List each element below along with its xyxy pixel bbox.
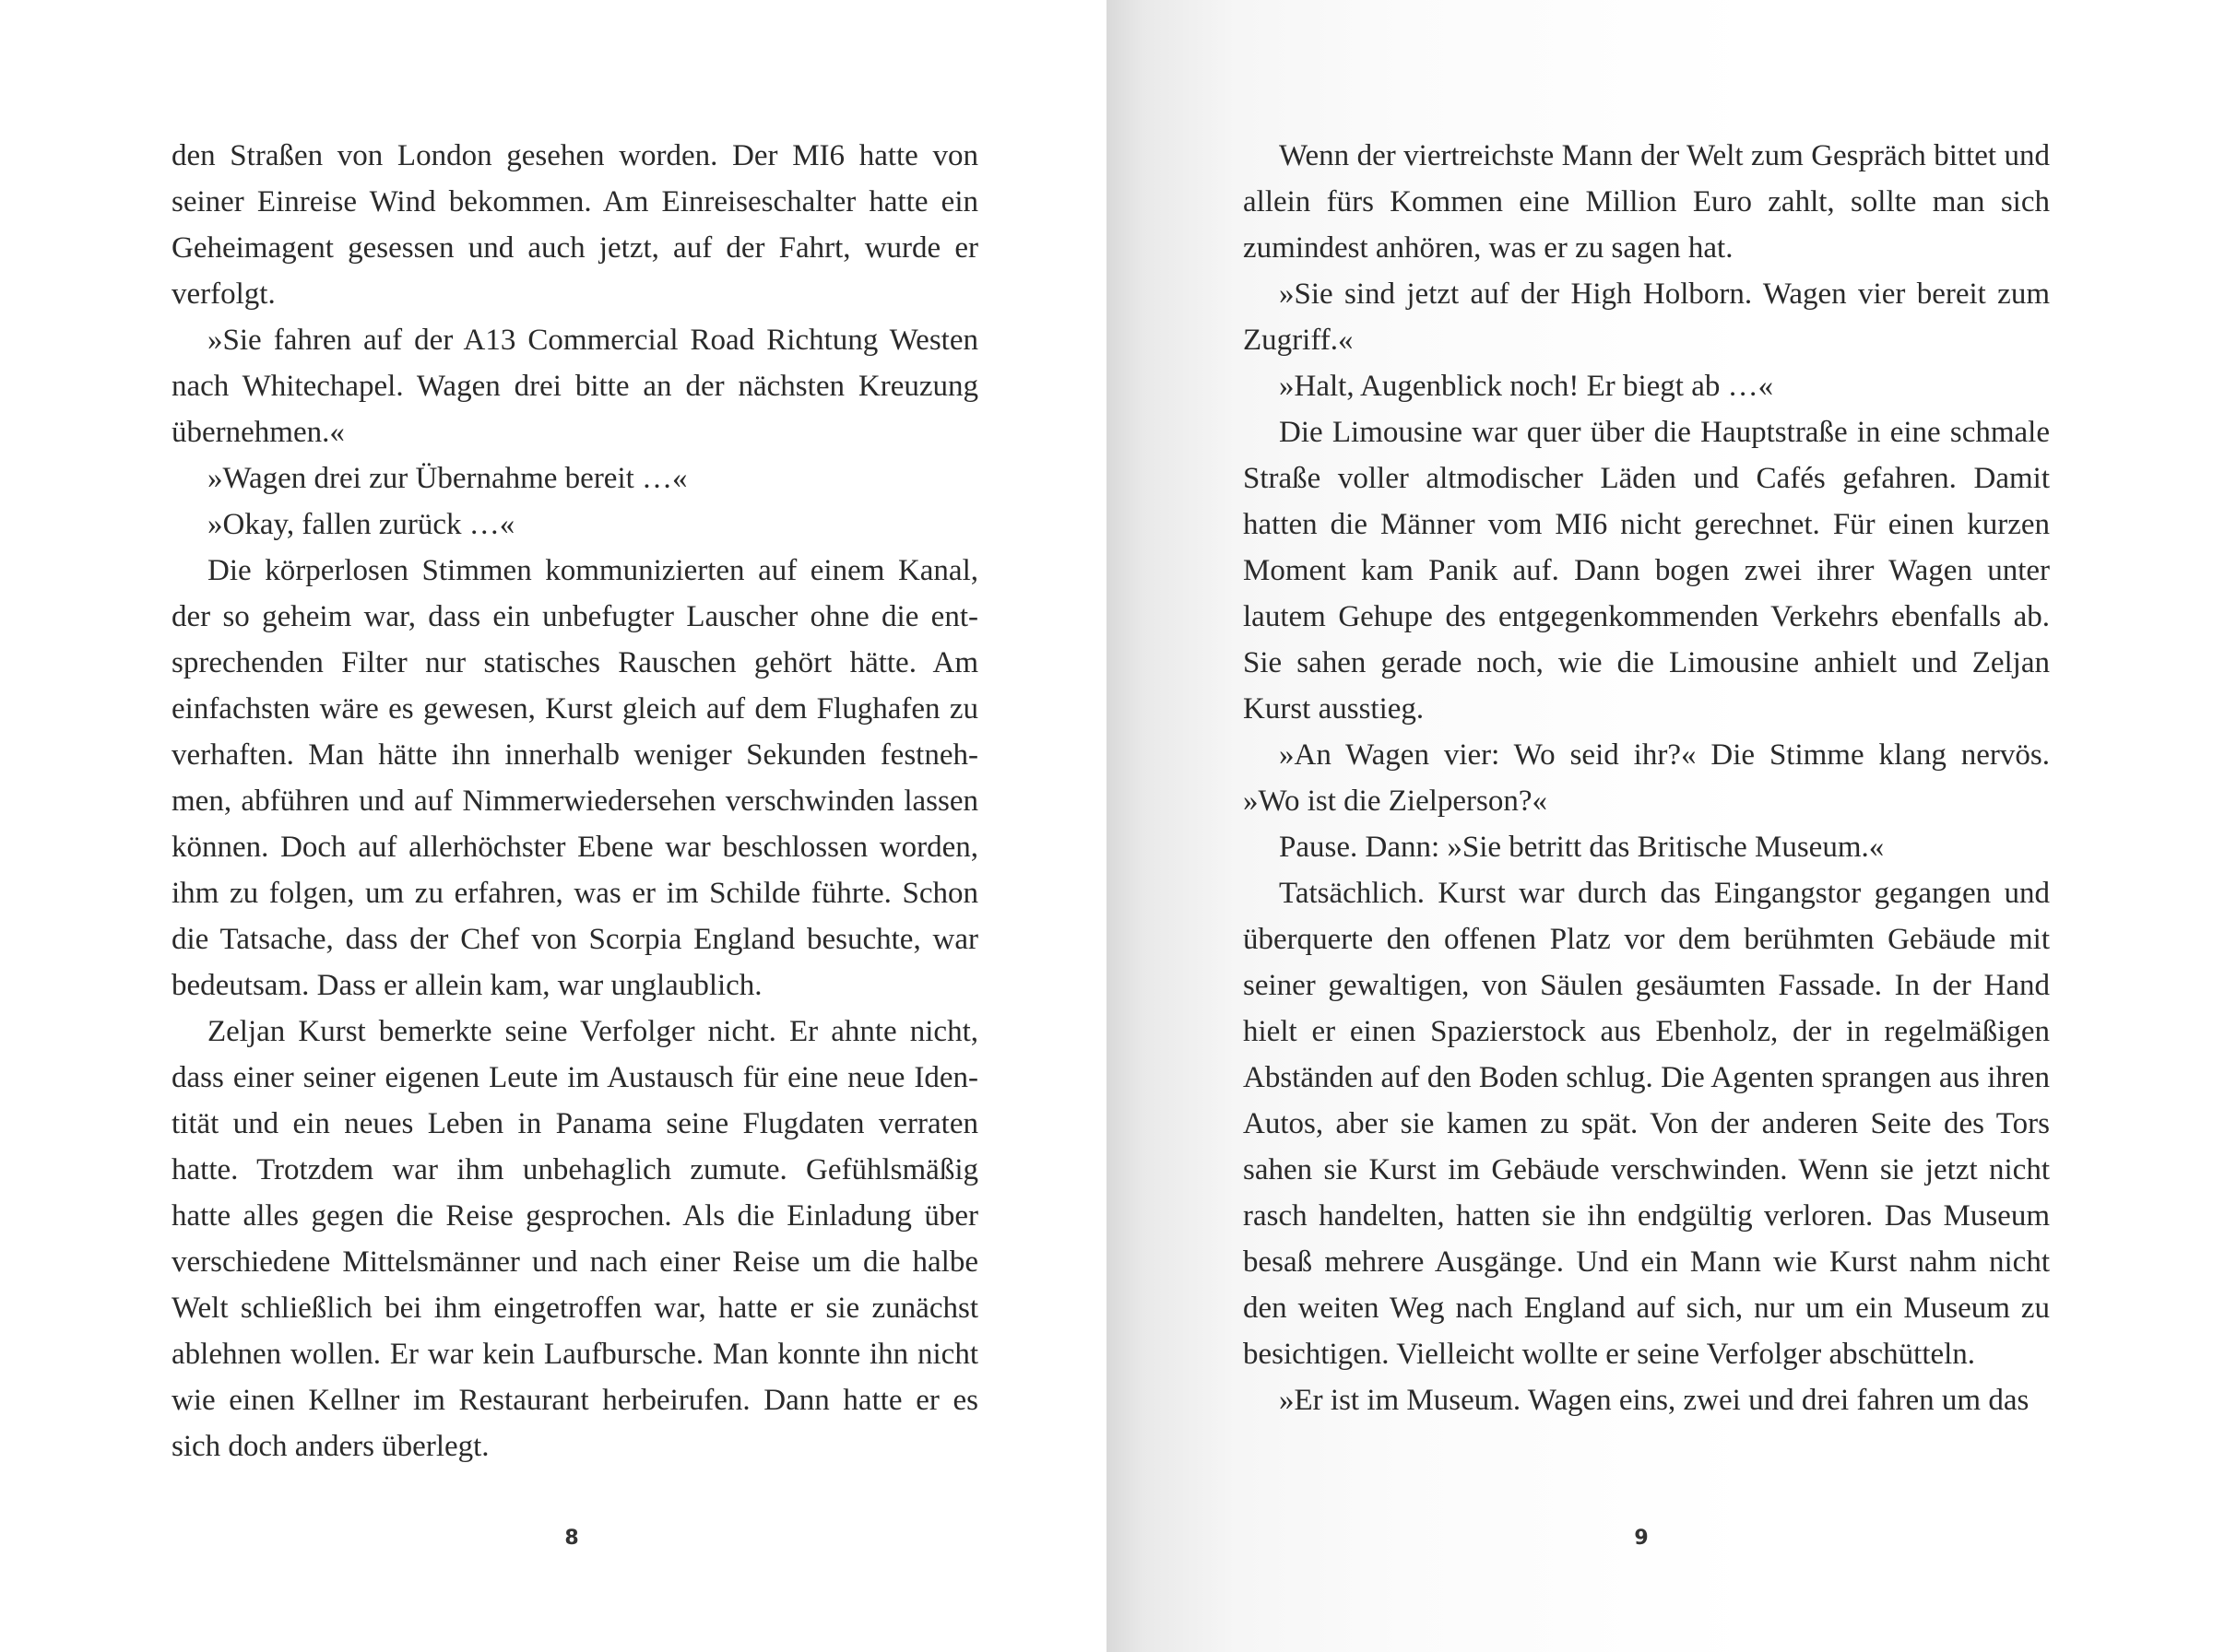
paragraph: »Sie sind jetzt auf der High Holborn. Wagen vier bereit zum Zugriff.«: [1243, 277, 2050, 357]
paragraph: Die Limousine war quer über die Hauptstraße in eine schmale Straße voller altmodischer Läden und Cafés gefahren. Damit hatten die Männer vom MI6 nicht gerechnet. Für einen kurzen Moment kam Panik auf. Dann bogen zwei ihrer Wagen unter lautem Gehupe des entgegenkommenden Verkehrs ebenfalls ab. Sie sahen gerade noch, wie die Limousine anhielt und Zeljan Kurst ausstieg.: [1243, 416, 2050, 726]
paragraph: Wenn der viertreichste Mann der Welt zum Gespräch bittet und allein fürs Kommen eine Million Euro zahlt, sollte man sich zumindest anhören, was er zu sagen hat.: [1243, 139, 2050, 265]
paragraph: »Wagen drei zur Übernahme bereit …«: [207, 462, 688, 495]
paragraph: »Okay, fallen zurück …«: [207, 508, 515, 541]
paragraph: Die körperlosen Stimmen kommunizierten auf einem Kanal, der so geheim war, dass ein unbefugter Lauscher ohne die entsprechenden Filter nur statisches Rauschen gehört hätte. Am einfachsten wäre es gewesen, Kurst gleich auf dem Flughafen zu verhaften. Man hätte ihn innerhalb weniger Sekunden festnehmen, abführen und auf Nimmerwiedersehen verschwinden lassen können. Doch auf allerhöchster Ebene war beschlossen worden, ihm zu folgen, um zu erfahren, was er im Schilde führte. Schon die Tatsache, dass der Chef von Scorpia England besuchte, war bedeutsam. Dass er allein kam, war unglaublich.: [172, 554, 978, 1002]
page-number-left: 8: [564, 1527, 579, 1550]
page-number-right: 9: [1634, 1527, 1649, 1550]
left-page: [0, 0, 1106, 1652]
paragraph: »Sie fahren auf der A13 Commercial Road Richtung Westen nach Whitechapel. Wagen drei bitte an der nächsten Kreuzung übernehmen.«: [172, 324, 978, 449]
right-page: [1106, 0, 2213, 1652]
paragraph: »An Wagen vier: Wo seid ihr?« Die Stimme klang nervös. »Wo ist die Zielperson?«: [1243, 738, 2050, 818]
paragraph: den Straßen von London gesehen worden. Der MI6 hatte von seiner Einreise Wind bekommen. Am Einreiseschalter hatte ein Geheimagent gesessen und auch jetzt, auf der Fahrt, wurde er verfolgt.: [172, 139, 978, 311]
right-page-text: [1243, 133, 2050, 1423]
paragraph: Tatsächlich. Kurst war durch das Eingangstor gegangen und überquerte den offenen Platz vor dem berühmten Gebäude mit seiner gewaltigen, von Säulen gesäumten Fassade. In der Hand hielt er einen Spazierstock aus Ebenholz, der in regelmäßigen Abständen auf den Boden schlug. Die Agenten sprangen aus ihren Autos, aber sie kamen zu spät. Von der anderen Seite des Tors sahen sie Kurst im Gebäude verschwinden. Wenn sie jetzt nicht rasch handelten, hatten sie ihn endgültig verloren. Das Museum besaß mehrere Ausgänge. Und ein Mann wie Kurst nahm nicht den weiten Weg nach England auf sich, nur um ein Museum zu besichtigen. Vielleicht wollte er seine Verfolger abschütteln.: [1243, 877, 2050, 1371]
paragraph: »Er ist im Museum. Wagen eins, zwei und drei fahren um das: [1279, 1384, 2030, 1417]
left-page-text: [172, 133, 978, 1469]
paragraph: »Halt, Augenblick noch! Er biegt ab …«: [1279, 370, 1774, 403]
paragraph: Pause. Dann: »Sie betritt das Britische Museum.«: [1279, 831, 1885, 864]
paragraph: Zeljan Kurst bemerkte seine Verfolger nicht. Er ahnte nicht, dass einer seiner eigenen Leute im Austausch für eine neue Identität und ein neues Leben in Panama seine Flugdaten verraten hatte. Trotzdem war ihm unbehaglich zumute. Gefühlsmäßig hatte alles gegen die Reise gesprochen. Als die Einladung über verschiedene Mittelsmänner und nach einer Reise um die halbe Welt schließlich bei ihm eingetroffen war, hatte er sie zunächst ablehnen wollen. Er war kein Laufbursche. Man konnte ihn nicht wie einen Kellner im Restaurant herbeirufen. Dann hatte er es sich doch anders überlegt.: [172, 1015, 978, 1463]
